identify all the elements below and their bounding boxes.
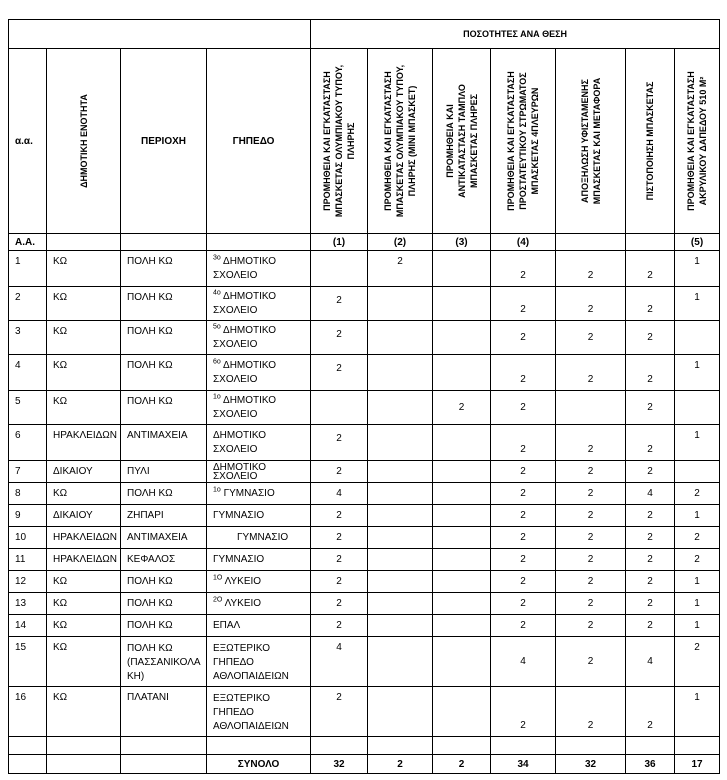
- table-row: 1 ΚΩ ΠΟΛΗ ΚΩ $^{3o}$ ΔΗΜΟΤΙΚΟ ΣΧΟΛΕΙΟ 2 2 2 2 1: [9, 251, 720, 287]
- item-header-3: ΠΡΟΜΗΘΕΙΑ ΚΑΙ ΑΝΤΙΚΑΤΑΣΤΑΣΗ ΤΑΜΠΛΟ ΜΠΑΣΚΕΤΑΣ ΠΛΗΡΕΣ: [433, 49, 491, 234]
- total-row: ΣΥΝΟΛΟ 32 2 2 34 32 36 17: [9, 755, 720, 774]
- code-2: (2): [368, 234, 433, 251]
- item-header-1: ΠΡΟΜΗΘΕΙΑ ΚΑΙ ΕΓΚΑΤΑΣΤΑΣΗ ΜΠΑΣΚΕΤΑΣ ΟΛΥΜΠΙΑΚΟΥ ΤΥΠΟΥ, ΠΛΗΡΗΣ: [311, 49, 368, 234]
- table-row: 5 ΚΩ ΠΟΛΗ ΚΩ $^{1o}$ ΔΗΜΟΤΙΚΟ ΣΧΟΛΕΙΟ 2 2 2: [9, 391, 720, 425]
- aa-label: Α.Α.: [9, 234, 47, 251]
- item-header-7: ΠΡΟΜΗΘΕΙΑ ΚΑΙ ΕΓΚΑΤΑΣΤΑΣΗ ΑΚΡΥΛΙΚΟΥ ΔΑΠΕΔΟΥ 510 Μ²: [675, 49, 720, 234]
- table-row: 9 ΔΙΚΑΙΟΥ ΖΗΠΑΡΙ ΓΥΜΝΑΣΙΟ 2 2 2 2 1: [9, 505, 720, 527]
- code-4: (4): [491, 234, 556, 251]
- code-6: [626, 234, 675, 251]
- quantities-table: [8, 19, 720, 774]
- table-row: 12 ΚΩ ΠΟΛΗ ΚΩ $^{1O}$ ΛΥΚΕΙΟ 2 2 2 2 1: [9, 571, 720, 593]
- col-aa-header: α.α.: [9, 49, 47, 234]
- table-row: 16 ΚΩ ΠΛΑΤΑΝΙ ΕΞΩΤΕΡΙΚΟ ΓΗΠΕΔΟ ΑΘΛΟΠΑΙΔΕΙΩΝ 2 2 2 2 1: [9, 687, 720, 737]
- table-row: 11 ΗΡΑΚΛΕΙΔΩΝ ΚΕΦΑΛΟΣ ΓΥΜΝΑΣΙΟ 2 2 2 2 2: [9, 549, 720, 571]
- code-5: [556, 234, 626, 251]
- table-row: 4 ΚΩ ΠΟΛΗ ΚΩ $^{6o}$ ΔΗΜΟΤΙΚΟ ΣΧΟΛΕΙΟ 2 2 2 2 1: [9, 355, 720, 391]
- table-row: 7 ΔΙΚΑΙΟΥ ΠΥΛΙ ΔΗΜΟΤΙΚΟ ΣΧΟΛΕΙΟ 2 2 2 2: [9, 461, 720, 483]
- code-3: (3): [433, 234, 491, 251]
- col-court-header: ΓΗΠΕΔΟ: [207, 49, 311, 234]
- table-row: 10 ΗΡΑΚΛΕΙΔΩΝ ΑΝΤΙΜΑΧΕΙΑ ΓΥΜΝΑΣΙΟ 2 2 2 2 2: [9, 527, 720, 549]
- item-header-4: ΠΡΟΜΗΘΕΙΑ ΚΑΙ ΕΓΚΑΤΑΣΤΑΣΗ ΠΡΟΣΤΑΤΕΥΤΙΚΟΥ ΣΤΡΩΜΑΤΟΣ ΜΠΑΣΚΕΤΑΣ 4ΠΛΕΥΡΩΝ: [491, 49, 556, 234]
- table-row: 6 ΗΡΑΚΛΕΙΔΩΝ ΑΝΤΙΜΑΧΕΙΑ ΔΗΜΟΤΙΚΟ ΣΧΟΛΕΙΟ 2 2 2 2 1: [9, 425, 720, 461]
- total-label: ΣΥΝΟΛΟ: [207, 755, 311, 774]
- table-row: 8 ΚΩ ΠΟΛΗ ΚΩ $^{1o}$ ΓΥΜΝΑΣΙΟ 4 2 2 4 2: [9, 483, 720, 505]
- table-row: 2 ΚΩ ΠΟΛΗ ΚΩ $^{4o}$ ΔΗΜΟΤΙΚΟ ΣΧΟΛΕΙΟ 2 2 2 2 1: [9, 287, 720, 321]
- col-unit-header: ΔΗΜΟΤΙΚΗ ΕΝΟΤΗΤΑ: [47, 49, 121, 234]
- code-1: (1): [311, 234, 368, 251]
- item-header-5: ΑΠΟΞΗΛΩΣΗ ΥΦΙΣΤΑΜΕΝΗΣ ΜΠΑΣΚΕΤΑΣ ΚΑΙ ΜΕΤΑΦΟΡΑ: [556, 49, 626, 234]
- col-area-header: ΠΕΡΙΟΧΗ: [121, 49, 207, 234]
- table-row: 3 ΚΩ ΠΟΛΗ ΚΩ $^{5o}$ ΔΗΜΟΤΙΚΟ ΣΧΟΛΕΙΟ 2 2 2 2: [9, 321, 720, 355]
- code-7: (5): [675, 234, 720, 251]
- table-row: 14 ΚΩ ΠΟΛΗ ΚΩ ΕΠΑΛ 2 2 2 2 1: [9, 615, 720, 637]
- quantities-title: ΠΟΣΟΤΗΤΕΣ ΑΝΑ ΘΕΣΗ: [311, 20, 720, 49]
- table-row: 15 ΚΩ ΠΟΛΗ ΚΩ (ΠΑΣΣΑΝΙΚΟΛΑ ΚΗ) ΕΞΩΤΕΡΙΚΟ ΓΗΠΕΔΟ ΑΘΛΟΠΑΙΔΕΙΩΝ 4 4 2 4 2: [9, 637, 720, 687]
- item-header-2: ΠΡΟΜΗΘΕΙΑ ΚΑΙ ΕΓΚΑΤΑΣΤΑΣΗ ΜΠΑΣΚΕΤΑΣ ΟΛΥΜΠΙΑΚΟΥ ΤΥΠΟΥ, ΠΛΗΡΗΣ (ΜΙΝΙ ΜΠΑΣΚΕΤ): [368, 49, 433, 234]
- table-row: 13 ΚΩ ΠΟΛΗ ΚΩ $^{2O}$ ΛΥΚΕΙΟ 2 2 2 2 1: [9, 593, 720, 615]
- item-header-6: ΠΙΣΤΟΠΟΙΗΣΗ ΜΠΑΣΚΕΤΑΣ: [626, 49, 675, 234]
